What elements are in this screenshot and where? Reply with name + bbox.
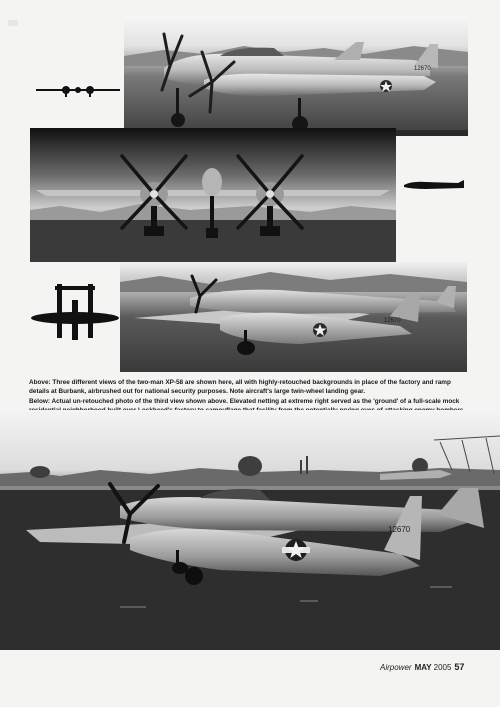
- photo-xp58-unretouched: [0, 410, 500, 650]
- caption-below: Below: Actual un-retouched photo of the third view shown above. Elevated netting at extreme right served as the 'ground' of a full-scale mock: [29, 398, 460, 405]
- page-number: 57: [454, 662, 465, 672]
- photo-xp58-side-view: [124, 16, 468, 136]
- silhouette-side-view: [402, 178, 466, 192]
- page-footer: [380, 662, 480, 672]
- issue-year: 2005: [433, 663, 452, 672]
- photo-xp58-front-view: [30, 128, 396, 262]
- photo-xp58-rear-view: [120, 262, 467, 372]
- caption-above: Above: Three different views of the two-man XP-58 are shown here, all with highly-retouched backgrounds in place of the factory and ramp details at Burbank, airbrushed out for national security purposes. Note aircraft's large twin-wheel landing gear.: [29, 379, 451, 395]
- issue-month: MAY: [414, 663, 432, 672]
- silhouette-front-view: [36, 82, 120, 98]
- tail-number-label: 12670: [388, 525, 411, 534]
- tail-number-label: 12670: [414, 66, 431, 72]
- binding-mark: [8, 20, 18, 26]
- magazine-name: Airpower: [380, 663, 412, 672]
- tail-number-label: 12670: [384, 318, 401, 324]
- silhouette-top-view: [30, 282, 120, 342]
